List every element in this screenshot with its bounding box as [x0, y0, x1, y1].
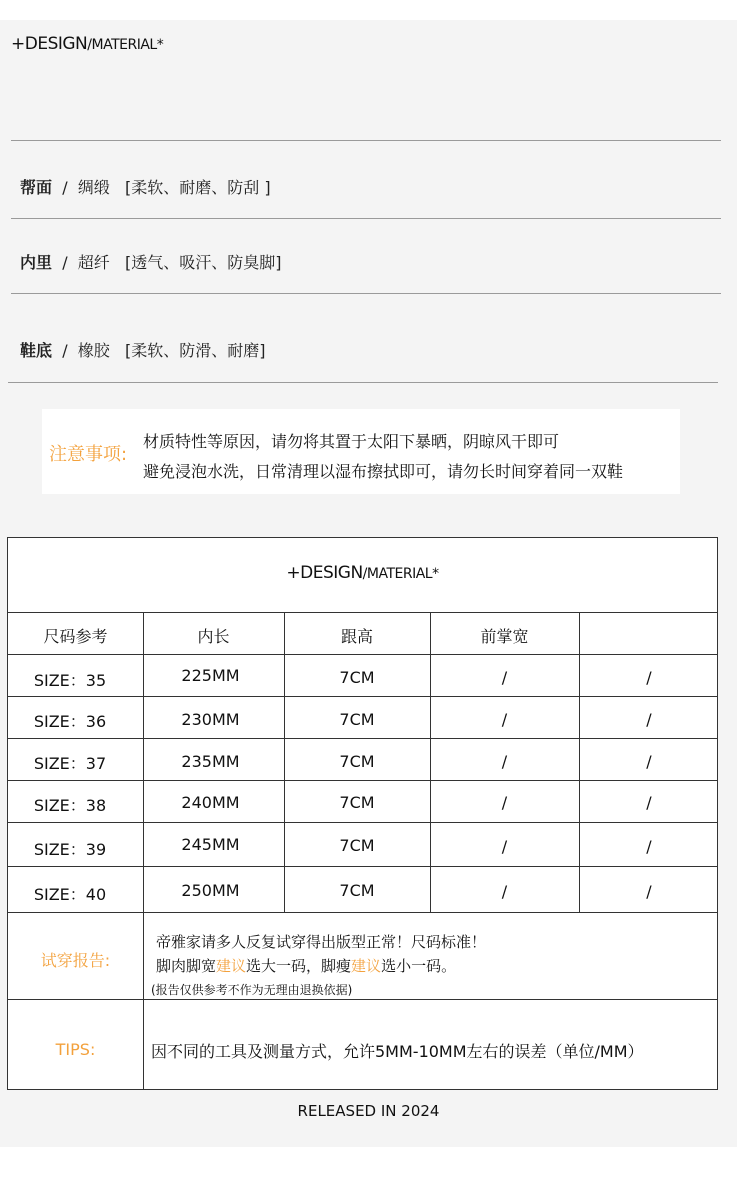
cell-length: 250MM	[181, 881, 240, 900]
cell-width: /	[501, 752, 508, 771]
header-heel-height: 跟高	[340, 627, 373, 646]
cell-length: 225MM	[181, 666, 240, 685]
material-name: 橡胶	[77, 341, 110, 360]
material-upper	[20, 175, 271, 198]
material-name: 绸缎	[77, 178, 110, 197]
cell-width: /	[501, 882, 508, 901]
release-footer: RELEASED IN 2024	[297, 1102, 440, 1120]
divider	[11, 293, 721, 294]
table-rule	[8, 866, 717, 867]
cell-extra: /	[646, 668, 652, 687]
report-text: 脚肉脚宽	[156, 957, 217, 975]
report-line-2	[156, 955, 456, 976]
table-rule	[8, 780, 717, 781]
cell-extra: /	[646, 882, 652, 901]
report-note: (报告仅供参考不作为无理由退换依据)	[151, 983, 353, 997]
table-rule	[8, 999, 717, 1000]
cell-size: SIZE：35	[33, 671, 107, 690]
table-brand-main: +DESIGN	[286, 563, 363, 583]
cell-width: /	[501, 793, 508, 812]
cell-extra: /	[646, 837, 652, 856]
cell-heel: 7CM	[339, 881, 375, 900]
cell-heel: 7CM	[339, 710, 375, 729]
material-features: [透气、吸汗、防臭脚]	[125, 253, 282, 272]
report-label: 试穿报告:	[40, 951, 111, 970]
cell-width: /	[501, 668, 508, 687]
cell-heel: 7CM	[339, 836, 375, 855]
material-features: [柔软、防滑、耐磨]	[125, 341, 266, 360]
table-brand-title	[8, 563, 717, 583]
cell-extra: /	[646, 752, 652, 771]
cell-size: SIZE：38	[33, 796, 107, 815]
material-sep: /	[62, 253, 68, 272]
cell-heel: 7CM	[339, 668, 375, 687]
report-highlight: 建议	[351, 957, 382, 975]
cell-heel: 7CM	[339, 752, 375, 771]
divider	[11, 140, 721, 141]
cell-length: 235MM	[181, 752, 240, 771]
material-part: 鞋底	[20, 341, 53, 360]
notice-line-1: 材质特性等原因，请勿将其置于太阳下暴晒，阴晾风干即可	[143, 432, 560, 451]
notice-label: 注意事项:	[49, 444, 128, 465]
divider	[11, 218, 721, 219]
brand-title	[11, 34, 163, 54]
report-text: 选大一码，脚瘦	[246, 957, 352, 975]
cell-extra: /	[646, 710, 652, 729]
material-part: 内里	[20, 253, 53, 272]
divider	[8, 382, 718, 383]
tips-label: TIPS:	[55, 1040, 96, 1059]
table-rule	[8, 696, 717, 697]
cell-extra: /	[646, 793, 652, 812]
notice-line-2: 避免浸泡水洗，日常清理以湿布擦拭即可，请勿长时间穿着同一双鞋	[143, 462, 624, 481]
cell-size: SIZE：39	[33, 840, 107, 859]
table-rule	[8, 912, 717, 913]
cell-length: 240MM	[181, 793, 240, 812]
header-size: 尺码参考	[43, 627, 108, 646]
brand-sub: /MATERIAL*	[87, 37, 164, 53]
header-forefoot-width: 前掌宽	[480, 627, 529, 646]
cell-heel: 7CM	[339, 793, 375, 812]
material-name: 超纤	[77, 253, 110, 272]
care-notice	[42, 409, 680, 494]
cell-width: /	[501, 837, 508, 856]
material-sep: /	[62, 341, 68, 360]
report-highlight: 建议	[216, 957, 247, 975]
material-sep: /	[62, 178, 68, 197]
table-brand-sub: /MATERIAL*	[362, 566, 439, 582]
cell-width: /	[501, 710, 508, 729]
table-rule	[8, 612, 717, 613]
size-table	[7, 537, 718, 1090]
material-lining	[20, 250, 282, 273]
table-rule	[8, 738, 717, 739]
report-text: 选小一码。	[381, 957, 457, 975]
table-rule	[8, 822, 717, 823]
material-features: [柔软、耐磨、防刮 ]	[125, 178, 271, 197]
cell-size: SIZE：36	[33, 712, 107, 731]
tips-text: 因不同的工具及测量方式，允许5MM-10MM左右的误差（单位/MM）	[151, 1042, 644, 1061]
cell-size: SIZE：40	[33, 885, 107, 904]
material-part: 帮面	[20, 178, 53, 197]
cell-length: 230MM	[181, 710, 240, 729]
material-sole	[20, 338, 266, 361]
brand-main: +DESIGN	[11, 34, 88, 54]
report-line-1: 帝雅家请多人反复试穿得出版型正常！尺码标准！	[156, 933, 487, 951]
cell-length: 245MM	[181, 835, 240, 854]
header-inner-length: 内长	[197, 627, 230, 646]
cell-size: SIZE：37	[33, 754, 107, 773]
table-rule	[8, 654, 717, 655]
